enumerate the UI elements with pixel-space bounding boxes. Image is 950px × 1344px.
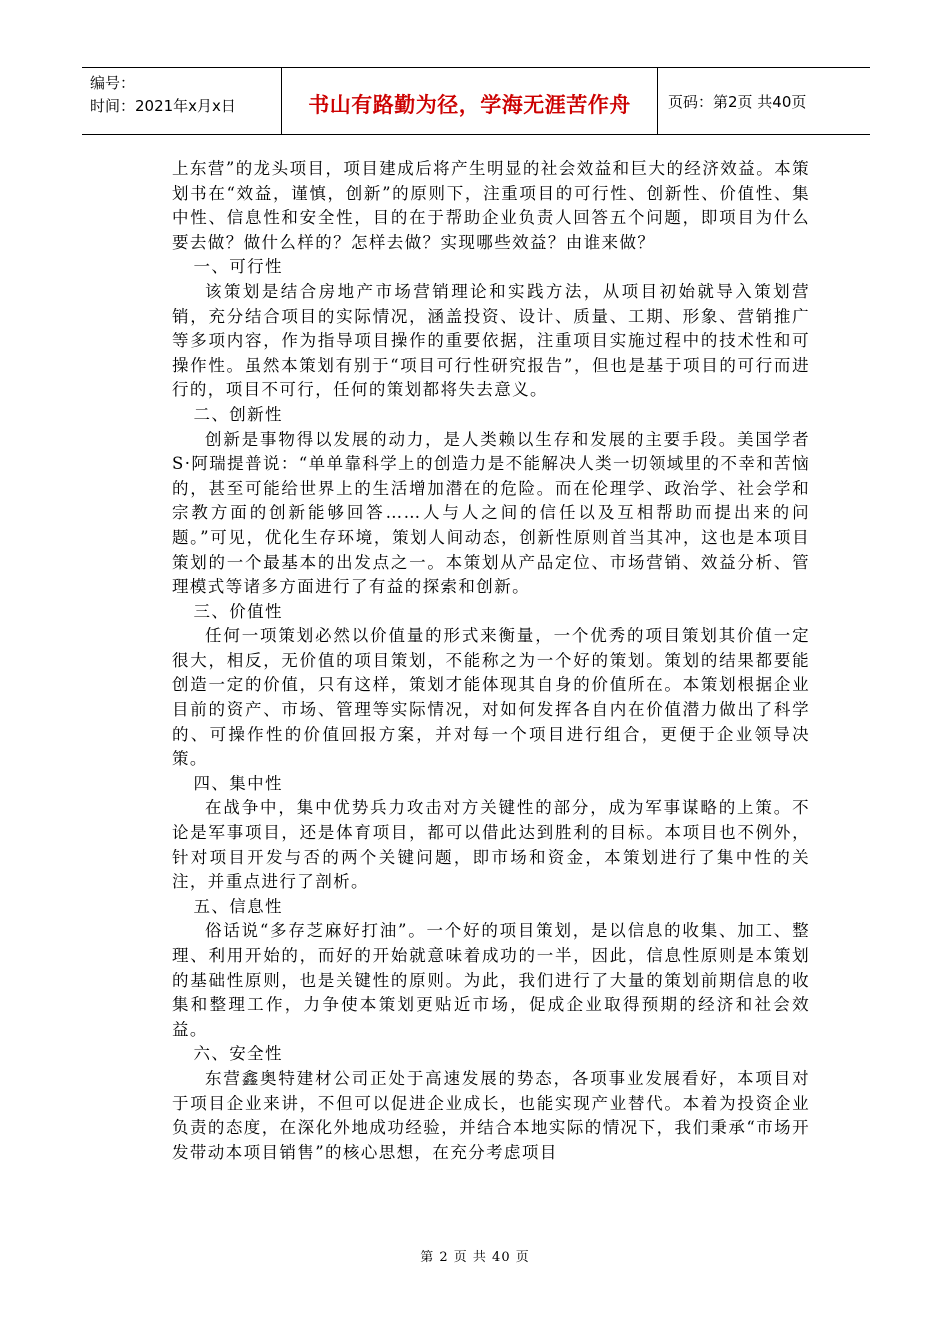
document-body	[172, 157, 810, 1165]
time-label: 时间：2021年x月x日	[90, 97, 236, 115]
section-heading-safety: 六、安全性	[193, 1044, 283, 1064]
footer-page-number: 第 2 页 共 40 页	[420, 1250, 530, 1265]
intro-paragraph: 上东营”的龙头项目，项目建成后将产生明显的社会效益和巨大的经济效益。本策划书在“效益，谨慎，创新”的原则下，注重项目的可行性、创新性、价值性、集中性、信息性和安全性，目的在于帮助企业负责人回答五个问题，即项目为什么要去做？做什么样的？怎样去做？实现哪些效益？由谁来做？	[172, 159, 810, 252]
section-heading-feasibility: 一、可行性	[193, 257, 283, 277]
section-heading-value: 三、价值性	[193, 601, 283, 621]
section-text-value: 任何一项策划必然以价值量的形式来衡量，一个优秀的项目策划其价值一定很大，相反，无价值的项目策划，不能称之为一个好的策划。策划的结果都要能创造一定的价值，只有这样，策划才能体现其自身的价值所在。本策划根据企业目前的资产、市场、管理等实际情况，对如何发挥各自内在价值潜力做出了科学的、可操作性的价值回报方案，并对每一个项目进行组合，更便于企业领导决策。	[172, 626, 810, 769]
code-label: 编号：	[90, 74, 136, 92]
section-heading-information: 五、信息性	[193, 896, 283, 916]
motto-text: 书山有路勤为径，学海无涯苦作舟	[308, 93, 631, 117]
section-text-innovation: 创新是事物得以发展的动力，是人类赖以生存和发展的主要手段。美国学者S·阿瑞提普说：“单单靠科学上的创造力是不能解决人类一切领域里的不幸和苦恼的，甚至可能给世界上的生活增加潜在的危险。而在伦理学、政治学、社会学和宗教方面的创新能够回答……人与人之间的信任以及互相帮助而提出来的问题。”可见，优化生存环境，策划人间动态，创新性原则首当其冲，这也是本项目策划的一个最基本的出发点之一。本策划从产品定位、市场营销、效益分析、管理模式等诸多方面进行了有益的探索和创新。	[172, 429, 810, 597]
header-motto-cell	[282, 68, 658, 134]
page-footer	[0, 1246, 950, 1265]
header-meta	[82, 68, 282, 134]
section-heading-innovation: 二、创新性	[193, 404, 283, 424]
section-text-concentration: 在战争中，集中优势兵力攻击对方关键性的部分，成为军事谋略的上策。不论是军事项目，还是体育项目，都可以借此达到胜利的目标。本项目也不例外，针对项目开发与否的两个关键问题，即市场和资金，本策划进行了集中性的关注，并重点进行了剖析。	[172, 798, 810, 892]
section-text-information: 俗话说“多存芝麻好打油”。一个好的项目策划，是以信息的收集、加工、整理、利用开始的，而好的开始就意味着成功的一半，因此，信息性原则是本策划的基础性原则，也是关键性的原则。为此，我们进行了大量的策划前期信息的收集和整理工作，力争使本策划更贴近市场，促成企业取得预期的经济和社会效益。	[172, 921, 810, 1039]
section-text-feasibility: 该策划是结合房地产市场营销理论和实践方法，从项目初始就导入策划营销，充分结合项目的实际情况，涵盖投资、设计、质量、工期、形象、营销推广等多项内容，作为指导项目操作的重要依据，注重项目实施过程中的技术性和可操作性。虽然本策划有别于“项目可行性研究报告”，但也是基于项目的可行而进行的，项目不可行，任何的策划都将失去意义。	[172, 281, 810, 400]
page-header	[82, 67, 870, 135]
header-page-info	[658, 68, 870, 134]
section-heading-concentration: 四、集中性	[193, 773, 283, 793]
page-info-text: 页码：第2页 共40页	[668, 92, 807, 111]
section-text-safety: 东营鑫奥特建材公司正处于高速发展的势态，各项事业发展看好，本项目对于项目企业来讲，不但可以促进企业成长，也能实现产业替代。本着为投资企业负责的态度，在深化外地成功经验，并结合本地实际的情况下，我们秉承“市场开发带动本项目销售”的核心思想，在充分考虑项目	[172, 1068, 810, 1162]
